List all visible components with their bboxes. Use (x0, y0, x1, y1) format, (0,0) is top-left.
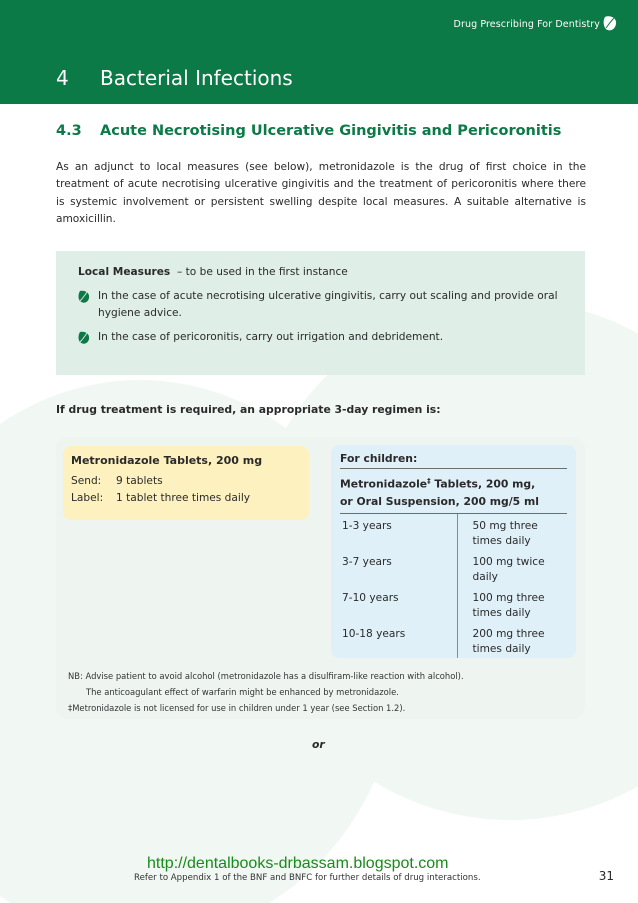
list-item-text: In the case of acute necrotising ulcerative gingivitis, carry out scaling and provide oral hygiene advice. (98, 290, 558, 319)
regimen-intro: If drug treatment is required, an appropriate 3-day regimen is: (56, 403, 441, 416)
local-measures-title: Local Measures (78, 266, 171, 278)
dose-cell: 100 mg twice daily (472, 555, 545, 584)
table-row (340, 622, 567, 658)
send-label: Send: (71, 475, 102, 487)
children-prescription-box (331, 445, 576, 658)
send-row (71, 473, 301, 490)
page-number: 31 (598, 869, 614, 883)
adult-prescription-box (63, 446, 309, 520)
footer-note: Refer to Appendix 1 of the BNF and BNFC for further details of drug interactions. (134, 873, 481, 883)
drug-form: Tablets, 200 mg, (430, 477, 536, 491)
dose-table (340, 514, 567, 658)
chapter-number: 4 (56, 66, 69, 90)
leaf-bullet-icon (78, 290, 91, 304)
list-item (78, 329, 565, 346)
table-row (340, 550, 567, 586)
section-title: Acute Necrotising Ulcerative Gingivitis and Pericoronitis (100, 123, 562, 139)
children-drug-name (340, 469, 567, 514)
age-cell: 1-3 years (340, 514, 457, 550)
note-alcohol: NB: Advise patient to avoid alcohol (metronidazole has a disulfiram-like reaction with alcohol). (68, 671, 464, 681)
licence-mark: ‡ (427, 477, 431, 485)
note-licence: ‡Metronidazole is not licensed for use in children under 1 year (see Section 1.2). (68, 703, 406, 713)
table-row (340, 514, 567, 550)
note-warfarin: The anticoagulant effect of warfarin might be enhanced by metronidazole. (86, 687, 399, 697)
local-measures-box (56, 251, 585, 375)
label-row (71, 490, 301, 507)
prescription-notes (68, 668, 464, 716)
dose-cell: 50 mg three times daily (472, 519, 538, 548)
label-value: 1 tablet three times daily (116, 492, 251, 504)
watermark-url[interactable]: http://dentalbooks-drbassam.blogspot.com (147, 855, 449, 872)
or-separator: or (312, 738, 325, 751)
dose-cell: 100 mg three times daily (472, 591, 545, 620)
age-cell: 10-18 years (340, 622, 457, 658)
drug-form-alt: or Oral Suspension, 200 mg/5 ml (340, 494, 539, 508)
dose-cell: 200 mg three times daily (472, 627, 545, 656)
chapter-title: Bacterial Infections (100, 66, 293, 90)
running-title: Drug Prescribing For Dentistry (453, 19, 600, 30)
list-item-text: In the case of pericoronitis, carry out irrigation and debridement. (98, 331, 444, 343)
children-heading: For children: (340, 452, 567, 469)
table-row (340, 586, 567, 622)
drug-name: Metronidazole (340, 477, 428, 491)
local-measures-subtitle: – to be used in the first instance (176, 266, 348, 278)
age-cell: 3-7 years (340, 550, 457, 586)
leaf-bullet-icon (78, 331, 91, 345)
age-cell: 7-10 years (340, 586, 457, 622)
section-number: 4.3 (56, 123, 82, 139)
intro-paragraph: As an adjunct to local measures (see below), metronidazole is the drug of first choice in the treatment of acute necrotising ulcerative gingivitis and the treatment of pericoronitis where there is systemic involvement or persistent swelling despite local measures. A suitable alternative is amoxicillin. (56, 161, 586, 225)
chapter-header (0, 0, 638, 104)
local-measures-heading (78, 266, 565, 278)
leaf-icon (603, 15, 618, 32)
section-heading (56, 123, 561, 139)
label-label: Label: (71, 492, 104, 504)
list-item (78, 288, 565, 322)
send-value: 9 tablets (116, 475, 163, 487)
adult-drug-title: Metronidazole Tablets, 200 mg (71, 454, 263, 467)
